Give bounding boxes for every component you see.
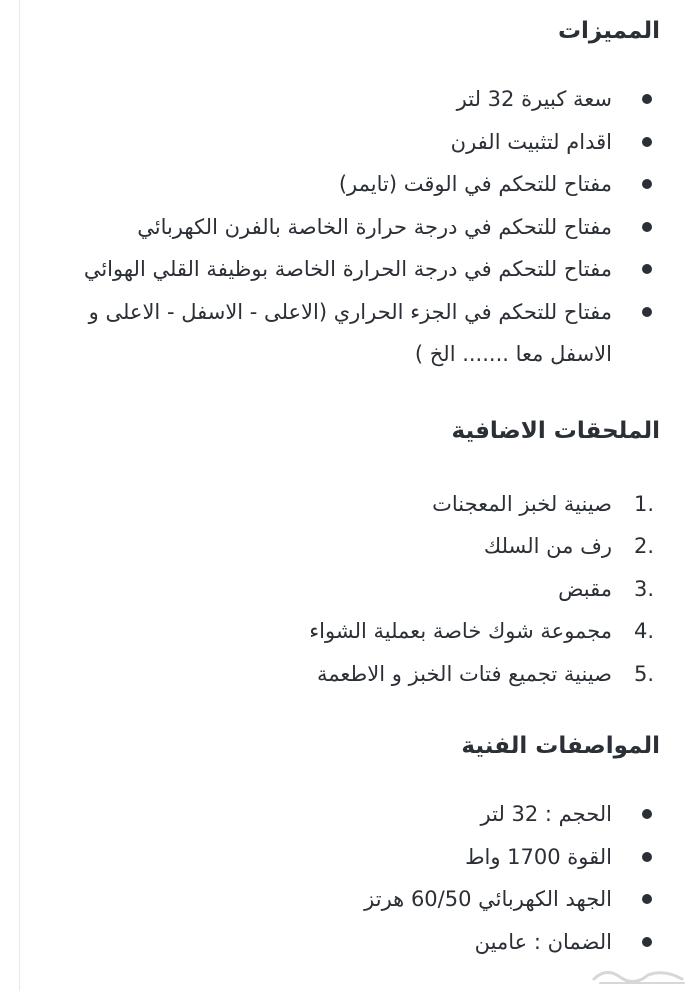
- specs-heading: المواصفات الفنية: [461, 733, 660, 759]
- accessory-number: 1.: [633, 491, 654, 516]
- accessory-item: [30, 610, 660, 653]
- specs-list: [30, 793, 660, 963]
- accessory-number: 4.: [633, 619, 654, 643]
- features-list: [30, 78, 660, 376]
- features-heading: المميزات: [557, 18, 660, 44]
- spec-item: القوة 1700 واط: [30, 836, 660, 879]
- feature-item: مفتاح للتحكم في الجزء الحراري (الاعلى - الاسفل - الاعلى و الاسفل معا ....... الخ ): [30, 291, 660, 376]
- accessory-text: مقبض: [558, 576, 612, 601]
- accessories-list: [30, 483, 660, 696]
- accessory-text: صينية تجميع فتات الخبز و الاطعمة: [317, 661, 612, 686]
- accessory-item: [30, 483, 660, 526]
- spec-item: الجهد الكهربائي 60/50 هرتز: [30, 878, 660, 921]
- accessory-text: مجموعة شوك خاصة بعملية الشواء: [309, 619, 612, 643]
- accessory-text: رف من السلك: [483, 534, 612, 558]
- feature-item: مفتاح للتحكم في الوقت (تايمر): [30, 163, 660, 206]
- accessory-text: صينية لخبز المعجنات: [432, 491, 612, 516]
- product-description: [30, 0, 660, 963]
- feature-item: مفتاح للتحكم في درجة الحرارة الخاصة بوظيفة القلي الهوائي: [30, 248, 660, 291]
- accessories-heading: الملحقات الاضافية: [451, 417, 660, 444]
- accessory-item: [30, 568, 660, 611]
- spec-item: الضمان : عامين: [30, 921, 660, 964]
- spec-item: الحجم : 32 لتر: [30, 793, 660, 836]
- left-border: [19, 0, 20, 991]
- accessory-number: 5.: [633, 661, 654, 686]
- accessory-item: [30, 653, 660, 696]
- accessory-item: [30, 525, 660, 568]
- feature-item: اقدام لتثبيت الفرن: [30, 121, 660, 164]
- accessory-number: 2.: [633, 534, 654, 558]
- watermark-logo: [586, 961, 696, 989]
- feature-item: سعة كبيرة 32 لتر: [30, 78, 660, 121]
- feature-item: مفتاح للتحكم في درجة حرارة الخاصة بالفرن الكهربائي: [30, 206, 660, 249]
- accessory-number: 3.: [633, 576, 654, 601]
